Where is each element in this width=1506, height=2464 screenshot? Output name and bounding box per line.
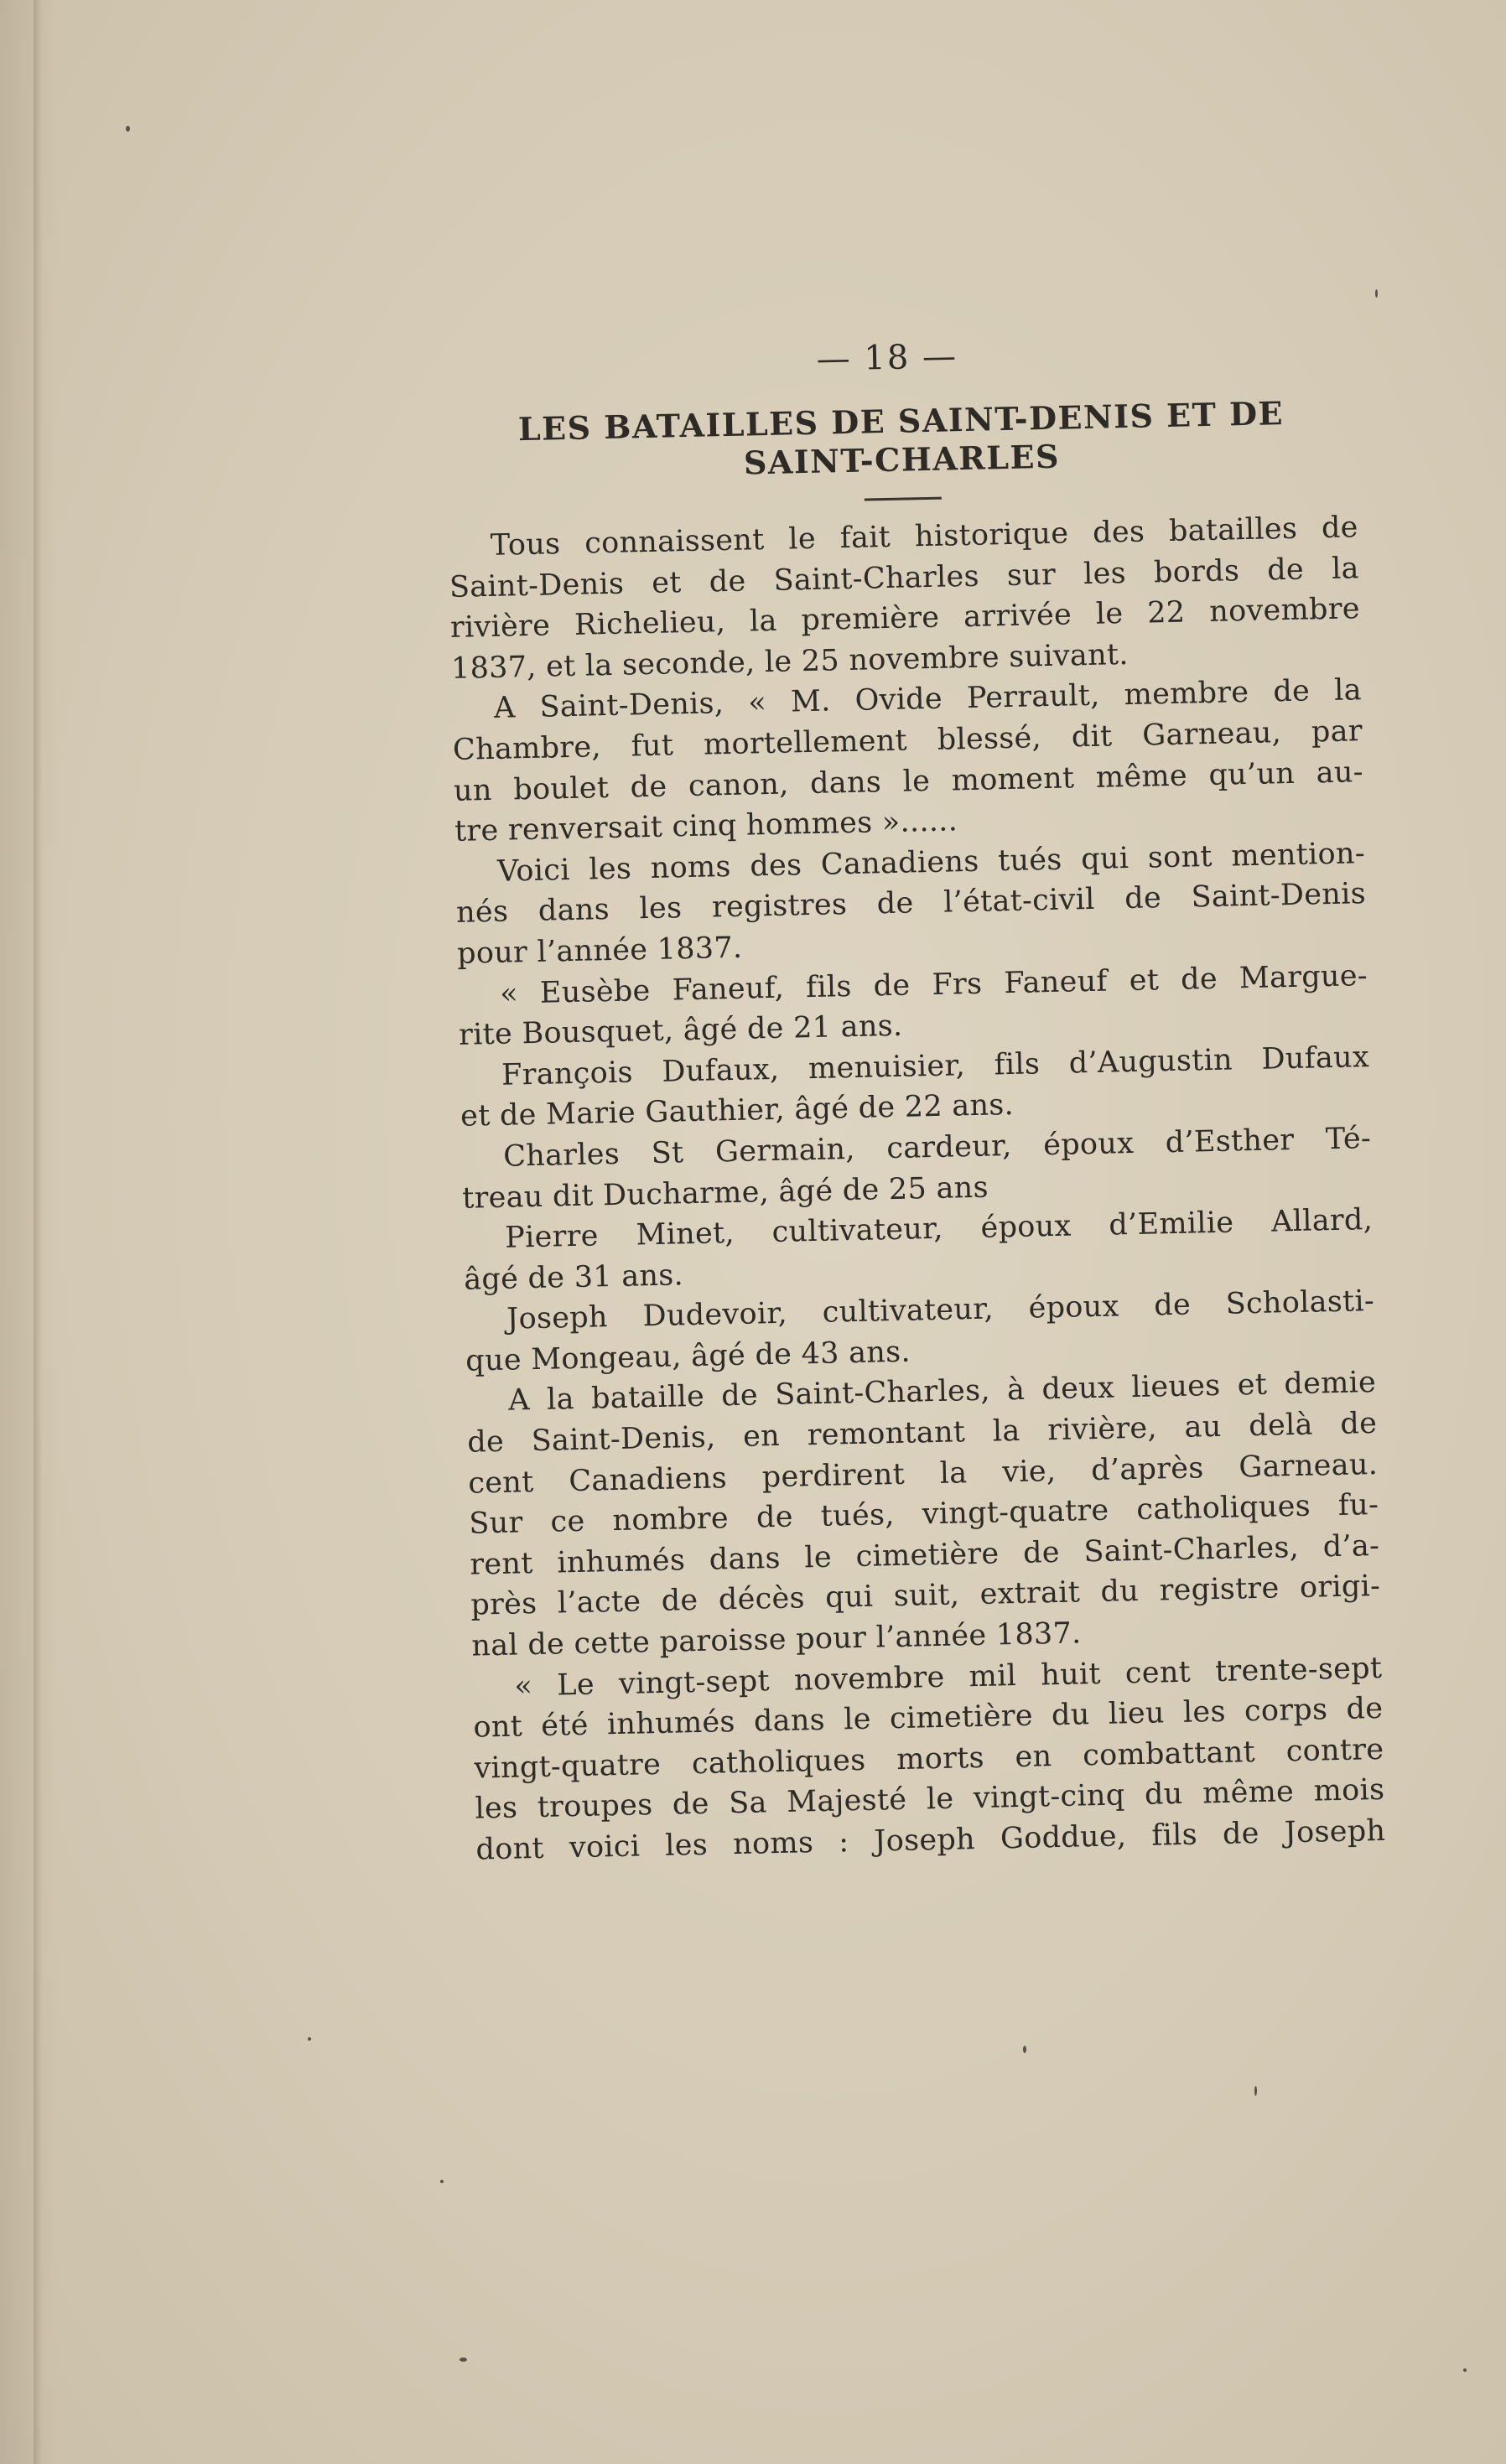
text-line: Sur ce nombre de tués, vingt-quatre catholiques fu- (468, 1488, 1379, 1541)
text-line: A Saint-Denis, « M. Ovide Perrault, membre de la (493, 673, 1363, 726)
text-line: 1837, et la seconde, le 25 novembre suivant. (450, 637, 1130, 686)
text-line: François Dufaux, menuisier, fils d’Augustin Dufaux (501, 1040, 1370, 1092)
text-line: Tous connaissent le fait historique des batailles de (490, 511, 1359, 563)
scan-speck (1375, 289, 1378, 298)
text-line: de Saint-Denis, en remontant la rivière, au delà de (466, 1407, 1378, 1460)
text-line: nal de cette paroisse pour l’année 1837. (471, 1616, 1082, 1663)
text-line: ont été inhumés dans le cimetière du lieu les corps de (473, 1692, 1384, 1745)
scan-speck (460, 2358, 467, 2362)
text-line: âgé de 31 ans. (463, 1258, 684, 1297)
page-edge-shadow (34, 0, 42, 2464)
scan-speck (1023, 2046, 1026, 2053)
text-line: cent Canadiens perdirent la vie, d’après Garneau. (467, 1447, 1379, 1501)
title-divider (864, 497, 941, 501)
text-line: Pierre Minet, cultivateur, époux d’Emilie Allard, (504, 1203, 1374, 1255)
text-line: vingt-quatre catholiques morts en combattant contre (474, 1732, 1384, 1786)
text-line: un boulet de canon, dans le moment même qu’un au- (453, 755, 1364, 808)
text-line: que Mongeau, âgé de 43 ans. (465, 1335, 911, 1378)
scan-speck (126, 126, 130, 132)
text-line: A la bataille de Saint-Charles, à deux lieues et demie (507, 1366, 1377, 1419)
chapter-title-line-1: LES BATAILLES DE SAINT-DENIS ET DE (517, 394, 1285, 449)
text-line: rite Bousquet, âgé de 21 ans. (458, 1009, 903, 1052)
chapter-title-line-2: SAINT-CHARLES (743, 437, 1061, 482)
text-line: « Eusèbe Faneuf, fils de Frs Faneuf et de Margue- (499, 958, 1368, 1011)
scan-speck (308, 2037, 311, 2041)
text-line: Charles St Germain, cardeur, époux d’Esther Té- (502, 1121, 1372, 1174)
text-line: rent inhumés dans le cimetière de Saint-Charles, d’a- (469, 1528, 1380, 1582)
text-block (444, 329, 1386, 1870)
text-line: Joseph Dudevoir, cultivateur, époux de Scholasti- (506, 1284, 1375, 1336)
body-text (448, 507, 1385, 1870)
scan-speck (1254, 2086, 1257, 2096)
text-line: et de Marie Gauthier, âgé de 22 ans. (460, 1088, 1015, 1134)
text-line: tre renversait cinq hommes »...... (454, 804, 958, 849)
text-line: Voici les noms des Canadiens tués qui sont mention- (496, 836, 1366, 889)
text-line: pour l’année 1837. (456, 931, 743, 971)
scan-speck (1463, 2368, 1467, 2372)
scan-speck (440, 2180, 444, 2183)
chapter-title (446, 392, 1358, 489)
text-line: nés dans les registres de l’état-civil de Saint-Denis (455, 877, 1367, 931)
text-line: près l’acte de décès qui suit, extrait du registre origi- (470, 1569, 1381, 1623)
page-number: — 18 — (816, 337, 958, 379)
text-line: treau dit Ducharme, âgé de 25 ans (461, 1170, 989, 1216)
text-line: Saint-Denis et de Saint-Charles sur les bords de la (449, 551, 1360, 604)
text-line: Chambre, fut mortellement blessé, dit Garneau, par (452, 714, 1363, 767)
text-line: rivière Richelieu, la première arrivée le 22 novembre (449, 592, 1361, 646)
text-line: « Le vingt-sept novembre mil huit cent trente-sept (514, 1651, 1383, 1704)
text-line: dont voici les noms : Joseph Goddue, fils de Joseph (475, 1813, 1386, 1867)
text-line: les troupes de Sa Majesté le vingt-cinq du même mois (475, 1773, 1385, 1827)
